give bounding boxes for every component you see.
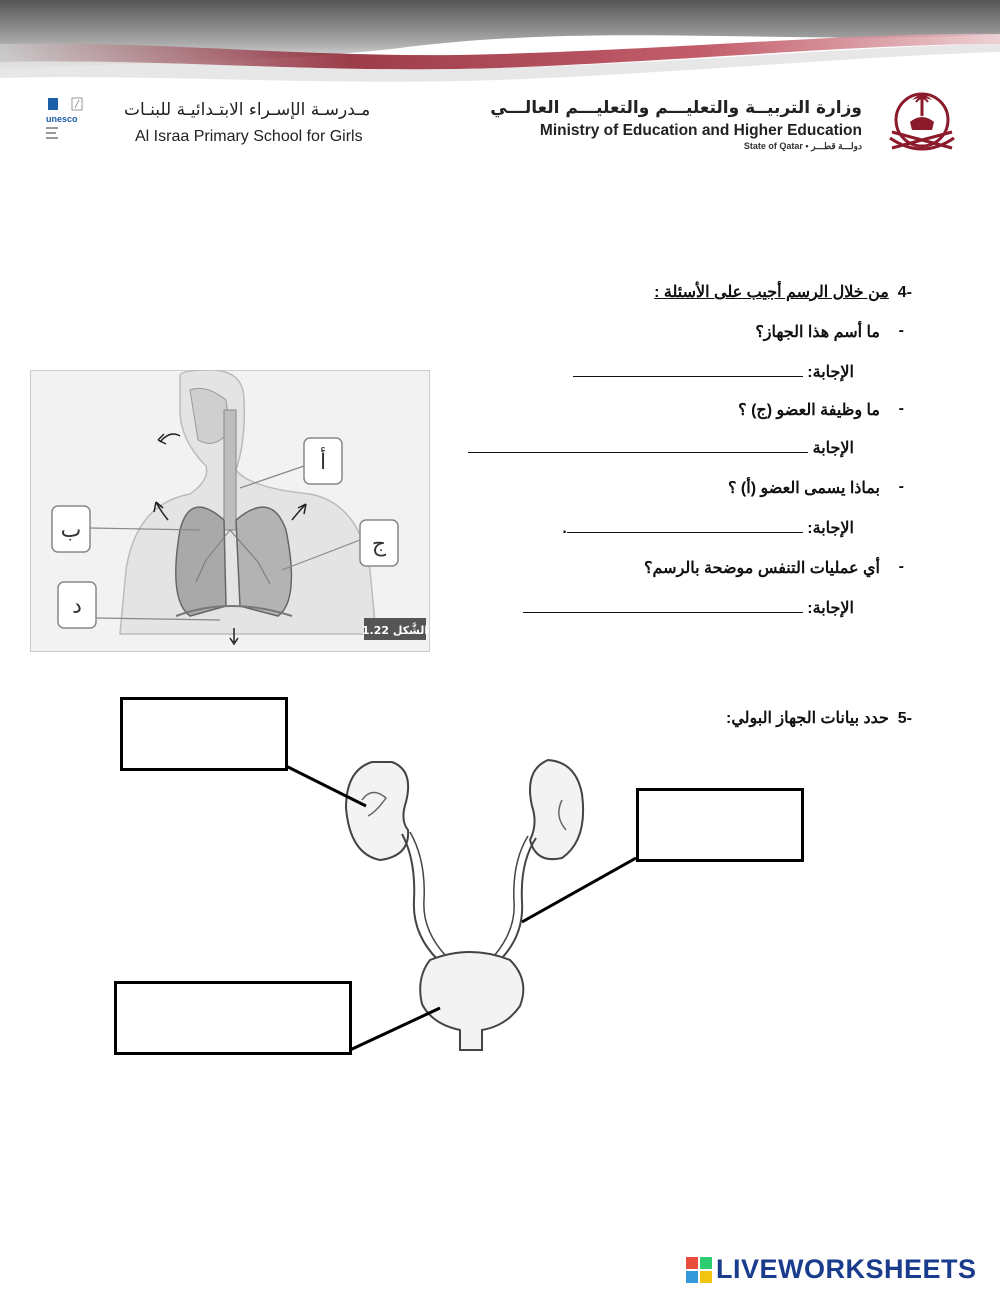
answer-line-3 [562,518,854,538]
school-name-en: Al Israa Primary School for Girls [135,128,363,145]
answer-label: الإجابة: [807,600,854,617]
question-text: ما أسم هذا الجهاز؟ [755,324,880,341]
question-4-title [654,282,912,302]
answer-blank-1[interactable] [573,362,803,377]
unesco-logo [44,96,86,146]
answer-line-2 [468,438,854,458]
question-4-item-2 [738,400,904,420]
answer-suffix: . [562,520,567,537]
answer-blank-4[interactable] [523,598,803,613]
ministry-name-en: Ministry of Education and Higher Education [539,122,862,139]
unesco-label: unesco [46,114,78,124]
answer-label: الإجابة: [807,364,854,381]
question-4-text: من خلال الرسم أجيب على الأسئلة : [654,284,889,301]
figure-caption: الشَّكل 1.22 [361,624,429,637]
question-5-text: حدد بيانات الجهاز البولي: [726,710,889,727]
urinary-system-figure [110,690,810,1060]
question-4-item-1 [755,322,904,342]
question-5-number: -5 [897,710,912,727]
bullet: - [898,400,904,417]
answer-blank-3[interactable] [567,518,803,533]
answer-label: الإجابة [812,440,854,457]
answer-line-1 [573,362,854,382]
label-alef: أ [319,450,327,475]
label-dal: د [72,594,82,619]
school-name-ar: مـدرسـة الإسـراء الابتـدائيـة للبنـات [124,100,371,120]
label-jeem: ج [371,532,387,557]
respiratory-system-figure [30,370,430,652]
answer-line-4 [523,598,854,618]
state-of-qatar: State of Qatar • دولـــة قطـــر [743,141,862,151]
ministry-name-ar: وزارة التربيــة والتعليـــم والتعليـــم العالـــي [490,98,862,118]
liveworksheets-logo [686,1253,986,1287]
question-4-number: -4 [897,284,912,301]
bullet: - [898,558,904,575]
kidney-label-box[interactable] [120,697,288,771]
header-banner [0,0,1000,90]
ureter-label-box[interactable] [636,788,804,862]
question-4-item-3 [727,478,904,498]
qatar-emblem [882,82,962,160]
ministry-logo-block [490,82,980,162]
label-ba: ب [60,518,82,543]
bladder-label-box[interactable] [114,981,352,1055]
question-text: ما وظيفة العضو (ج) ؟ [738,402,880,419]
bullet: - [898,478,904,495]
question-text: بماذا يسمى العضو (أ) ؟ [727,480,880,497]
bullet: - [898,322,904,339]
answer-label: الإجابة: [807,520,854,537]
liveworksheets-brand: LIVEWORKSHEETS [716,1254,977,1284]
school-logo-block [44,96,404,156]
liveworksheets-icon [686,1257,712,1283]
question-4-item-4 [644,558,904,578]
answer-blank-2[interactable] [468,438,808,453]
question-text: أي عمليات التنفس موضحة بالرسم؟ [644,560,880,577]
